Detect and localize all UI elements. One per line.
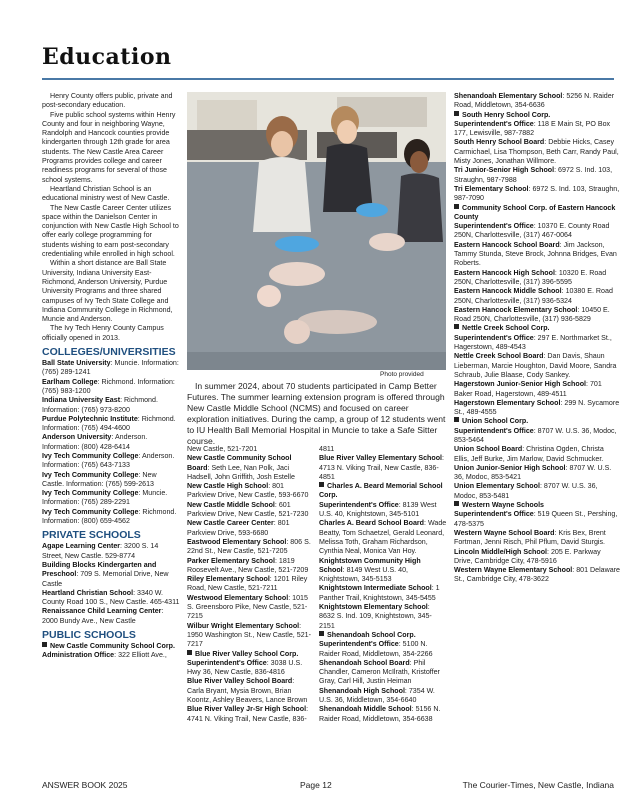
entry-name: Union School Board (454, 445, 523, 454)
entry-detail: : 6972 S. Ind. 103, Straughn, 987-7090 (454, 184, 620, 203)
entry-name: Tri Junior-Senior High School (454, 166, 555, 175)
entry-detail: New Castle, 521-7201 (187, 445, 258, 453)
entry-name: Western Wayne Elementary School (454, 566, 573, 575)
entry-detail: : Jim Jackson, Tammy Stunda, Steve Brock, Johnna Bridges, Evan Roberts. (454, 240, 617, 268)
directory-entry (319, 603, 447, 631)
entry-detail: : 7354 W. U.S. 36, Middletown, 354-6640 (319, 686, 435, 705)
directory-entry (42, 452, 180, 471)
district-heading (454, 111, 620, 120)
entry-detail: : 10320 E. Road 250N, Charlottesville, (317) 396-5595 (454, 268, 607, 286)
directory-entry (187, 622, 312, 650)
entry-name: Earlham College (42, 377, 98, 386)
directory-entry (42, 415, 180, 434)
entry-detail: : 8632 S. Ind. 109, Knightstown, 345-2151 (319, 603, 432, 630)
directory-entry (454, 352, 620, 380)
entry-detail: : New Castle. Information: (765) 599-2613 (42, 470, 157, 488)
entry-detail: : Muncie. Information: (765) 289-1241 (42, 359, 179, 377)
entry-name: Shenandoah Elementary School (454, 92, 563, 100)
entry-detail: : 322 Elliott Ave., (114, 651, 167, 660)
entry-name: Nettle Creek School Board (454, 352, 544, 361)
entry-detail: : 3038 U.S. Hwy 36, New Castle, 836-4816 (187, 658, 303, 677)
colleges-heading: COLLEGES/UNIVERSITIES (42, 346, 176, 359)
entry-name: Ball State University (42, 359, 111, 368)
directory-entry (454, 306, 620, 325)
district-name: Nettle Creek School Corp. (462, 324, 550, 333)
entry-detail: : 10450 E. Road 250N, Charlottesville, (317) 936-5829 (454, 305, 610, 324)
entry-detail: : 8707 W. U.S. 36, Modoc, 853-5421 (454, 463, 612, 482)
entry-detail: : Anderson. Information: (800) 428-6414 (42, 433, 148, 451)
directory-entry (319, 501, 447, 520)
entry-name: Eastwood Elementary School (187, 537, 287, 546)
entry-name: Hagerstown Elementary School (454, 398, 561, 407)
district-heading (319, 482, 447, 501)
entry-name: Shenandoah School Board (319, 658, 410, 667)
district-heading (187, 650, 312, 659)
entry-detail: : Anderson. Information: (765) 643-7133 (42, 451, 175, 470)
entry-detail: : 1015 S. Greensboro Pike, New Castle, 521-7215 (187, 593, 308, 621)
entry-detail: : 6972 S. Ind. 103, Straughn, 987-7988 (454, 166, 613, 184)
directory-entry (454, 399, 620, 418)
entry-name: Knightstown Community High School (319, 556, 421, 574)
entry-detail: : Dan Davis, Shaun Lieberman, Marcie Houghton, David Moore, Sandra Schraub, Julie Blaase, Cody Sankey. (454, 352, 617, 379)
directory-entry (187, 659, 312, 678)
directory-entry (454, 548, 620, 567)
square-bullet-icon (454, 417, 459, 422)
square-bullet-icon (319, 482, 324, 487)
directory-entry (187, 538, 312, 557)
directory-entry (42, 359, 180, 378)
square-bullet-icon (187, 650, 192, 655)
colleges-list (42, 359, 180, 526)
entry-detail: : 8707 W. U.S. 36, Modoc, 853-5481 (454, 482, 598, 500)
entry-name: Knightstown Elementary School (319, 603, 428, 612)
directory-entry (454, 120, 620, 139)
entry-name: Riley Elementary School (187, 575, 270, 584)
entry-name: Superintendent's Office (454, 222, 534, 231)
entry-name: Knightstown Intermediate School (319, 584, 432, 593)
entry-name: Eastern Hancock High School (454, 268, 555, 277)
directory-entry (454, 92, 620, 111)
square-bullet-icon (454, 324, 459, 329)
directory-entry (187, 519, 312, 538)
entry-name: Eastern Hancock Middle School (454, 287, 562, 296)
entry-name: South Henry School Board (454, 138, 545, 147)
public-schools-list (42, 651, 180, 660)
entry-name: Ivy Tech Community College (42, 489, 139, 498)
square-bullet-icon (454, 111, 459, 116)
directory-entry (42, 433, 180, 452)
entry-detail: : Seth Lee, Nan Polk, Jaci Hadsell, John Griffith, Josh Estelle (187, 463, 295, 481)
square-bullet-icon (42, 642, 47, 647)
entry-name: Eastern Hancock Elementary School (454, 305, 578, 314)
entry-name: Tri Elementary School (454, 184, 529, 193)
entry-detail: 4811 (319, 445, 335, 453)
entry-detail: : 801 Parkview Drive, New Castle, 593-6670 (187, 482, 309, 500)
intro-paragraph: Heartland Christian School is an educational ministry west of New Castle. (42, 184, 170, 203)
directory-entry (42, 471, 180, 490)
entry-name: Eastern Hancock School Board (454, 240, 560, 249)
intro-paragraph: Five public school systems within Henry County and four in neighboring Wayne, Randolph and Hancock counties provide kindergarten through 12th grade for area students. The New Castle Area Career Programs provides college and career readiness programs for several of those school systems. (42, 110, 176, 184)
entry-name: Superintendent's Office (454, 119, 534, 128)
entry-detail: : 3200 S. 14 Street, New Castle. 529-8774 (42, 542, 159, 560)
entry-detail: : 519 Queen St., Pershing, 478-5375 (454, 510, 618, 528)
entry-name: Ivy Tech Community College (42, 470, 139, 479)
column-2b (319, 445, 447, 724)
district-name: Western Wayne Schools (462, 501, 544, 510)
entry-name: Superintendent's Office (454, 510, 534, 519)
directory-entry (187, 677, 312, 705)
entry-detail: : 1 Panther Trail, Knightstown, 345-5455 (319, 584, 440, 602)
entry-detail: : 801 Parkview Drive, 593-6680 (187, 519, 290, 537)
photo-illustration (187, 92, 446, 370)
entry-detail: : Christina Ogden, Christa Ellis, Jeff Burke, Jim Marlow, David Schmucker. (454, 445, 604, 463)
directory-entry (454, 138, 620, 166)
entry-name: New Castle Career Center (187, 519, 274, 528)
entry-detail: : 118 E Main St, PO Box 177, Lewisville, 987-7882 (454, 119, 611, 138)
entry-name: Hagerstown Junior-Senior High School (454, 380, 587, 389)
directory-entry (42, 396, 180, 415)
directory-entry (42, 542, 180, 561)
directory-entry (319, 584, 447, 603)
district-heading (454, 501, 620, 510)
entry-name: Agape Learning Center (42, 542, 121, 551)
column-1 (42, 92, 180, 661)
entry-detail: : 601 Parkview Drive, New Castle, 521-7230 (187, 500, 309, 519)
entry-name: Blue River Valley School Board (187, 677, 293, 686)
directory-entry (319, 687, 447, 706)
entry-name: Parker Elementary School (187, 556, 275, 565)
entry-name: Building Blocks Kindergarten and Preschool (42, 560, 157, 579)
district-heading (454, 324, 620, 333)
entry-name: Ivy Tech Community College (42, 451, 139, 460)
entry-detail: : Wade Beatty, Tom Schaetzel, Gerald Leonard, Melissa Toth, Graham Richardson, Cynthia Neal, Monica Van Hoy. (319, 519, 447, 556)
entry-detail: : 8149 West U.S. 40, Knightstown, 345-5153 (319, 565, 408, 584)
directory-entry (42, 378, 180, 397)
intro-paragraph: The Ivy Tech Henry County Campus officially opened in 2013. (42, 324, 164, 342)
intro-text (42, 92, 180, 343)
entry-name: Lincoln Middle/High School (454, 547, 548, 556)
directory-entry (187, 454, 312, 482)
entry-detail: : 1950 Washington St., New Castle, 521-7217 (187, 621, 311, 649)
entry-name: Purdue Polytechnic Institute (42, 414, 138, 423)
entry-detail: : 3340 W. County Road 100 S., New Castle. 465-4311 (42, 588, 180, 607)
entry-name: Superintendent's Office (319, 500, 399, 509)
directory-entry (454, 166, 620, 185)
square-bullet-icon (454, 501, 459, 506)
entry-detail: : 801 Delaware St., Cambridge City, 478-3622 (454, 566, 620, 584)
directory-entry (454, 445, 620, 464)
district-heading (42, 642, 180, 651)
district-heading (454, 417, 620, 426)
entry-name: Heartland Christian School (42, 588, 134, 597)
directory-entry (319, 705, 447, 724)
entry-name: Superintendent's Office (454, 426, 534, 435)
entry-name: Anderson University (42, 433, 112, 442)
directory-entry (319, 640, 447, 659)
directory-entry (187, 445, 312, 454)
directory-entry (454, 427, 620, 446)
entry-name: New Castle Community School Board (187, 454, 292, 472)
entry-name: Superintendent's Office (454, 333, 534, 342)
entry-name: Renaissance Child Learning Center (42, 607, 162, 616)
entry-detail: : 701 Baker Road, Hagerstown, 489-4511 (454, 380, 602, 398)
district-name: Shenandoah School Corp. (327, 630, 416, 639)
directory-entry (454, 287, 620, 306)
directory-entry (454, 269, 620, 288)
directory-entry (42, 489, 180, 508)
directory-entry (187, 482, 312, 501)
page-title: Education (42, 44, 172, 70)
private-schools-list (42, 542, 180, 626)
entry-detail: : 10370 E. County Road 250N, Charlottesville, (317) 467-0064 (454, 222, 610, 240)
district-name: Blue River Valley School Corp. (195, 649, 299, 658)
district-name: New Castle Community School Corp. (50, 642, 175, 651)
entry-detail: : 5100 N. Raider Road, Middletown, 354-2266 (319, 640, 433, 658)
entry-detail: : 709 S. Memorial Drive, New Castle (42, 570, 169, 588)
entry-detail: : 8139 West U.S. 40, Knightstown, 345-5101 (319, 500, 437, 519)
footer-page-number: Page 12 (300, 780, 332, 790)
entry-name: Blue River Valley Jr-Sr High School (187, 705, 307, 714)
entry-detail: : 4741 N. Viking Trail, New Castle, 836- (187, 705, 309, 723)
footer-publication: ANSWER BOOK 2025 (42, 780, 128, 790)
intro-paragraph: The New Castle Career Center utilizes space within the Danielson Center in conjunction with New Castle High School to offer early college programming for students wishing to earn post-secondary credentialing while enrolled in high school. (42, 203, 179, 259)
entry-detail: : 1201 Riley Road, New Castle, 521-7211 (187, 575, 308, 593)
entry-detail: : 5156 N. Raider Road, Middletown, 354-6638 (319, 705, 441, 723)
directory-entry (454, 185, 620, 204)
entry-detail: : 1819 Roosevelt Ave., New Castle, 521-7209 (187, 556, 309, 574)
directory-entry (42, 651, 180, 660)
directory-entry (454, 464, 620, 483)
entry-detail: : Richmond. Information: (800) 659-4562 (42, 507, 177, 526)
entry-name: Blue River Valley Elementary School (319, 454, 443, 463)
directory-entry (42, 589, 180, 608)
entry-detail: : Phil Chandler, Cameron McIlrath, Kristoffer Gray, Carl Hill, Justin Heiman (319, 658, 440, 686)
directory-entry (319, 445, 447, 454)
footer-newspaper: The Courier-Times, New Castle, Indiana (462, 780, 614, 790)
directory-entry (454, 482, 620, 501)
entry-name: Shenandoah Middle School (319, 705, 412, 714)
entry-detail: : Richmond. Information: (765) 983-1200 (42, 377, 175, 395)
photo-credit: Photo provided (380, 371, 424, 378)
directory-entry (187, 557, 312, 576)
photo (187, 92, 446, 370)
directory-entry (454, 510, 620, 529)
district-name: South Henry School Corp. (462, 110, 551, 119)
entry-detail: : 2000 Bundy Ave., New Castle (42, 607, 164, 625)
directory-entry (319, 454, 447, 482)
entry-detail: : 297 E. Northmarket St., Hagerstown, 489-4543 (454, 333, 612, 352)
entry-detail: : Kris Bex, Brent Fortman, Jenni Risch, Phil Pflum, David Sturgis. (454, 528, 606, 547)
directory-entry (319, 557, 447, 585)
district-name: Union School Corp. (462, 417, 529, 426)
entry-name: Indiana University East (42, 396, 121, 405)
entry-detail: : 205 E. Parkway Drive, Cambridge City, 478-5916 (454, 547, 601, 565)
directory-entry (454, 241, 620, 269)
entry-name: Superintendent's Office (187, 658, 267, 667)
entry-name: Union Elementary School (454, 482, 540, 491)
directory-entry (187, 501, 312, 520)
directory-entry (42, 508, 180, 527)
directory-entry (187, 575, 312, 594)
directory-entry (454, 222, 620, 241)
entry-name: Superintendent's Office (319, 640, 399, 649)
directory-entry (42, 607, 180, 626)
title-divider (42, 78, 614, 80)
entry-detail: : 5256 N. Raider Road, Middletown, 354-6636 (454, 92, 615, 110)
directory-entry (454, 529, 620, 548)
entry-name: Shenandoah High School (319, 686, 405, 695)
entry-name: Westwood Elementary School (187, 593, 289, 602)
directory-entry (187, 705, 312, 724)
directory-entry (454, 566, 620, 585)
entry-name: New Castle High School (187, 482, 269, 491)
entry-detail: : Muncie. Information: (765) 289-2291 (42, 489, 168, 507)
directory-entry (454, 334, 620, 353)
district-name: Charles A. Beard Memorial School Corp. (319, 482, 443, 500)
directory-entry (187, 594, 312, 622)
entry-detail: : Richmond. Information: (765) 973-8200 (42, 396, 158, 414)
entry-name: Ivy Tech Community College (42, 507, 139, 516)
public-schools-heading: PUBLIC SCHOOLS (42, 629, 136, 642)
entry-detail: : 10380 E. Road 250N, Charlottesville, (317) 936-5324 (454, 287, 613, 305)
entry-detail: : 299 N. Sycamore St., 489-4555 (454, 398, 620, 417)
directory-entry (319, 519, 447, 556)
entry-name: Charles A. Beard School Board (319, 519, 424, 528)
private-schools-heading: PRIVATE SCHOOLS (42, 529, 141, 542)
column-3 (454, 92, 620, 585)
entry-detail: : Carla Bryant, Mysia Brown, Brian Koontz, Ashley Beavers, Lance Brown (187, 677, 308, 705)
entry-detail: : 4713 N. Viking Trail, New Castle, 836-4851 (319, 454, 444, 481)
directory-entry (42, 561, 180, 589)
district-heading (319, 631, 447, 640)
square-bullet-icon (454, 204, 459, 209)
entry-name: Western Wayne School Board (454, 528, 555, 537)
entry-detail: : Richmond. Information: (765) 494-4600 (42, 414, 176, 433)
district-name: Community School Corp. of Eastern Hancock County (454, 203, 616, 221)
entry-name: New Castle Middle School (187, 500, 275, 509)
intro-paragraph: Henry County offers public, private and post-secondary education. (42, 92, 173, 110)
intro-paragraph: Within a short distance are Ball State University, Indiana University East-Richmond, Anderson University, Purdue University Programs and three shared campuses of Ivy Tech State College and Indiana Community College in Richmond, Muncie and Anderson. (42, 259, 173, 324)
entry-name: Wilbur Wright Elementary School (187, 621, 300, 630)
photo-caption: In summer 2024, about 70 students participated in Camp Better Futures. The summer learning extension program is offered through New Castle Middle School (NCMS) and focused on career exploration initiatives. During the camp, a group of 12 students went to IU Health Ball Memorial Hospital in Muncie to take a Safe Sitter course. (187, 381, 446, 447)
district-heading (454, 204, 620, 223)
entry-name: Union Junior-Senior High School (454, 463, 566, 472)
entry-detail: : 8707 W. U.S. 36, Modoc, 853-5464 (454, 426, 617, 444)
entry-name: Administration Office (42, 651, 115, 660)
directory-entry (319, 659, 447, 687)
column-2a (187, 445, 312, 724)
directory-entry (454, 380, 620, 399)
entry-detail: : 806 S. 22nd St., New Castle, 521-7205 (187, 537, 311, 556)
entry-detail: : Debbie Hicks, Casey Carmichael, Lisa Thompson, Beth Carr, Randy Paul, Misty Jones, Jonathan Willmore. (454, 138, 619, 166)
square-bullet-icon (319, 631, 324, 636)
